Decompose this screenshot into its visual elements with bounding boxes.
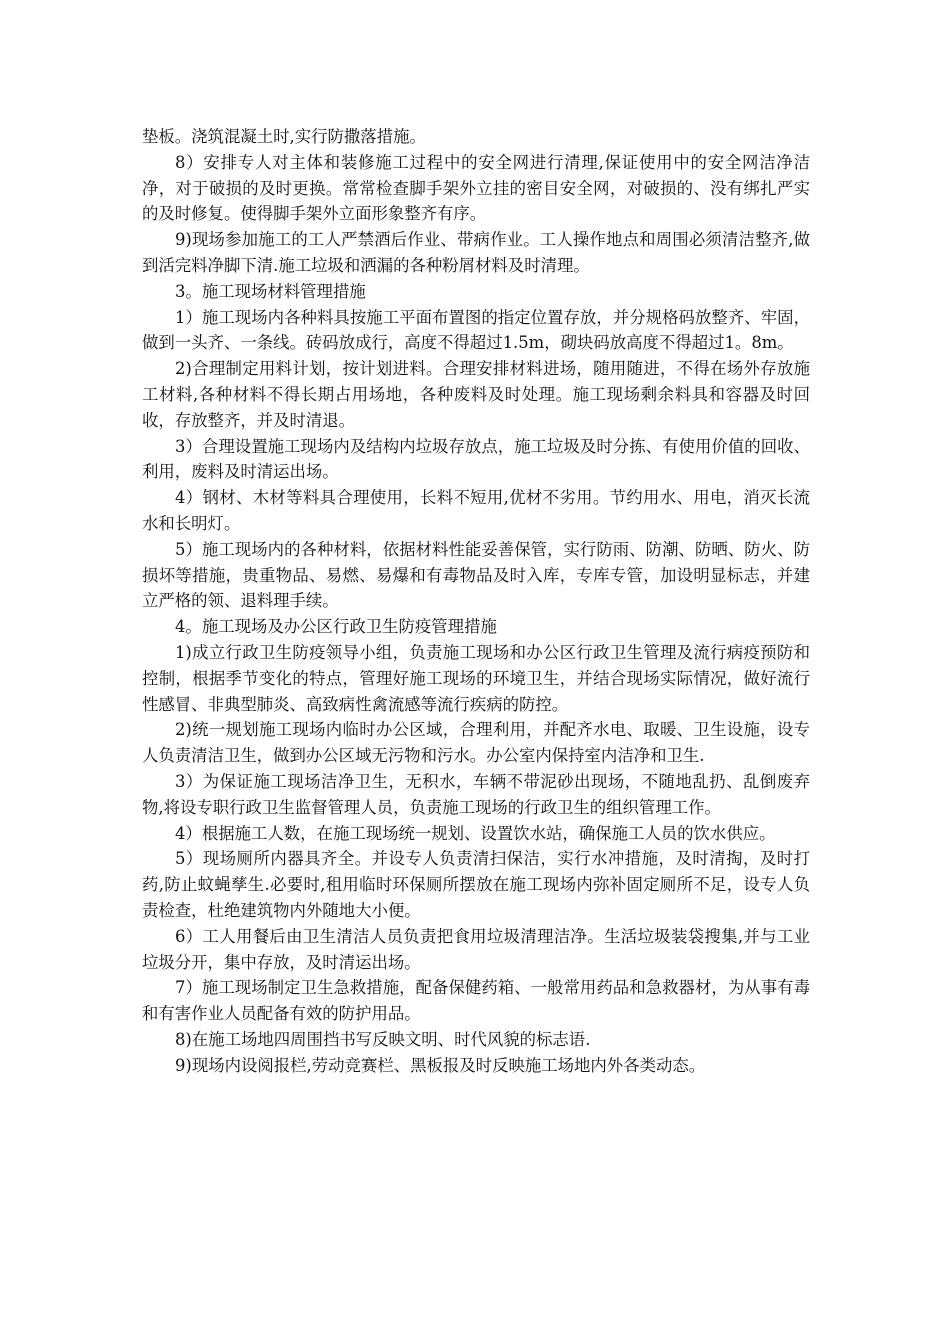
paragraph-item-8: 8）安排专人对主体和装修施工过程中的安全网进行清理,保证使用中的安全网洁净洁净，对于破损的及时更换。常常检查脚手架外立挂的密目安全网，对破损的、没有绑扎严实的及时修复。使得脚手架外立面形象整齐有序。 xyxy=(142,152,810,224)
paragraph-item-1: 1）施工现场内各种料具按施工平面布置图的指定位置存放，并分规格码放整齐、牢固，做到一头齐、一条线。砖码放成行，高度不得超过1.5m，砌块码放高度不得超过1。8m。 xyxy=(142,307,810,353)
paragraph-item-3: 3）为保证施工现场洁净卫生，无积水，车辆不带泥砂出现场，不随地乱扔、乱倒废弃物,将设专职行政卫生监督管理人员，负责施工现场的行政卫生的组织管理工作。 xyxy=(142,771,810,817)
paragraph-item-6: 6）工人用餐后由卫生清洁人员负责把食用垃圾清理洁净。生活垃圾装袋搜集,并与工业垃圾分开，集中存放，及时清运出场。 xyxy=(142,926,810,972)
section-heading-3: 3。施工现场材料管理措施 xyxy=(175,281,366,301)
paragraph-item-2: 2)合理制定用料计划，按计划进料。合理安排材料进场，随用随进，不得在场外存放施工材料,各种材料不得长期占用场地，各种废料及时处理。施工现场剩余料具和容器及时回收，存放整齐，并及时清退。 xyxy=(142,359,810,430)
paragraph-item-5: 5）现场厕所内器具齐全。并设专人负责清扫保洁，实行水冲措施，及时清掏，及时打药,防止蚊蝇孳生.必要时,租用临时环保厕所摆放在施工现场内弥补固定厕所不足，设专人负责检查，杜绝建筑物内外随地大小便。 xyxy=(142,849,810,920)
paragraph-continuation: 垫板。浇筑混凝土时,实行防撒落措施。 xyxy=(142,127,426,146)
paragraph-item-9: 9)现场内设阅报栏,劳动竞赛栏、黑板报及时反映施工场地内外各类动态。 xyxy=(175,1055,706,1075)
paragraph-item-7: 7）施工现场制定卫生急救措施，配备保健药箱、一般常用药品和急救器材，为从事有毒和有害作业人员配备有效的防护用品。 xyxy=(142,978,810,1024)
paragraph-item-1: 1)成立行政卫生防疫领导小组，负责施工现场和办公区行政卫生管理及流行病疫预防和控制，根据季节变化的特点，管理好施工现场的环境卫生，并结合现场实际情况，做好流行性感冒、非典型肺炎、高致病性禽流感等流行疾病的防控。 xyxy=(142,642,810,714)
paragraph-item-4: 4）根据施工人数，在施工现场统一规划、设置饮水站，确保施工人员的饮水供应。 xyxy=(175,823,776,843)
document-body xyxy=(142,124,810,1078)
paragraph-item-8: 8)在施工场地四周围挡书写反映文明、时代风貌的标志语. xyxy=(175,1029,591,1049)
paragraph-item-3: 3）合理设置施工现场内及结构内垃圾存放点，施工垃圾及时分拣、有使用价值的回收、利用，废料及时清运出场。 xyxy=(142,436,810,482)
paragraph-item-5: 5）施工现场内的各种材料，依据材料性能妥善保管，实行防雨、防潮、防晒、防火、防损坏等措施，贵重物品、易燃、易爆和有毒物品及时入库，专库专管，加设明显标志，并建立严格的领、退料理手续。 xyxy=(142,539,810,611)
paragraph-item-9: 9)现场参加施工的工人严禁酒后作业、带病作业。工人操作地点和周围必须清洁整齐,做到活完料净脚下清.施工垃圾和洒漏的各种粉屑材料及时清理。 xyxy=(142,230,810,275)
paragraph-item-2: 2)统一规划施工现场内临时办公区域，合理利用，并配齐水电、取暖、卫生设施，设专人负责清洁卫生，做到办公区域无污物和污水。办公室内保持室内洁净和卫生. xyxy=(142,720,810,766)
section-heading-4: 4。施工现场及办公区行政卫生防疫管理措施 xyxy=(175,617,497,637)
paragraph-item-4: 4）钢材、木材等料具合理使用，长料不短用,优材不劣用。节约用水、用电，消灭长流水和长明灯。 xyxy=(142,488,810,533)
